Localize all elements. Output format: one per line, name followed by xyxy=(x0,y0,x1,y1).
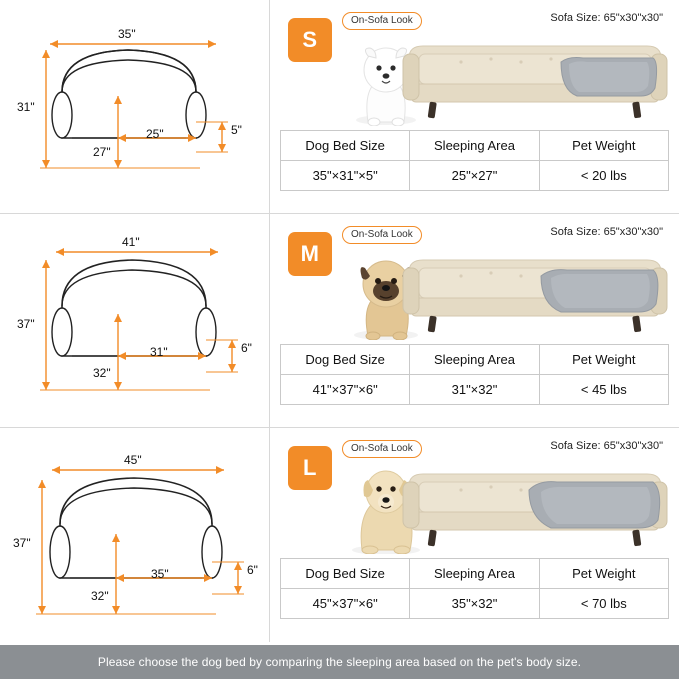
table-row xyxy=(281,161,669,191)
spec-table-small xyxy=(280,130,669,191)
table-header-row xyxy=(281,345,669,375)
preview-area-large xyxy=(280,436,669,554)
label-bed-width-small: 35" xyxy=(118,27,136,41)
size-row-small xyxy=(0,0,679,214)
header-dog-bed-size: Dog Bed Size xyxy=(281,345,410,375)
cell-sleeping-area: 25"×27" xyxy=(410,161,539,191)
label-bed-width-medium: 41" xyxy=(122,235,140,249)
spec-table-large xyxy=(280,558,669,619)
on-sofa-tag-small: On-Sofa Look xyxy=(342,12,422,30)
label-sleep-depth-large: 32" xyxy=(91,589,109,603)
label-bed-height-large: 6" xyxy=(247,563,258,577)
size-badge-large: L xyxy=(288,446,332,490)
cell-pet-weight: < 45 lbs xyxy=(539,375,668,405)
on-sofa-tag-medium: On-Sofa Look xyxy=(342,226,422,244)
sofa-size-label-medium: Sofa Size: 65"x30"x30" xyxy=(550,226,663,238)
table-row xyxy=(281,589,669,619)
sofa-preview-small xyxy=(401,28,669,124)
label-bed-width-large: 45" xyxy=(124,453,142,467)
cell-dog-bed-size: 35"×31"×5" xyxy=(281,161,410,191)
cell-dog-bed-size: 45"×37"×6" xyxy=(281,589,410,619)
size-row-large xyxy=(0,428,679,642)
cell-sleeping-area: 35"×32" xyxy=(410,589,539,619)
size-info-medium xyxy=(270,214,679,427)
sofa-size-label-large: Sofa Size: 65"x30"x30" xyxy=(550,440,663,452)
header-sleeping-area: Sleeping Area xyxy=(410,559,539,589)
size-badge-small: S xyxy=(288,18,332,62)
preview-area-small xyxy=(280,8,669,126)
label-sleep-width-small: 25" xyxy=(146,127,164,141)
cell-sleeping-area: 31"×32" xyxy=(410,375,539,405)
sofa-preview-large xyxy=(401,456,669,552)
header-sleeping-area: Sleeping Area xyxy=(410,345,539,375)
label-bed-depth-medium: 37" xyxy=(17,317,35,331)
label-bed-height-medium: 6" xyxy=(241,341,252,355)
size-info-large xyxy=(270,428,679,642)
size-info-small xyxy=(270,0,679,213)
preview-area-medium xyxy=(280,222,669,340)
on-sofa-tag-large: On-Sofa Look xyxy=(342,440,422,458)
header-dog-bed-size: Dog Bed Size xyxy=(281,559,410,589)
header-dog-bed-size: Dog Bed Size xyxy=(281,131,410,161)
cell-pet-weight: < 70 lbs xyxy=(539,589,668,619)
table-header-row xyxy=(281,131,669,161)
header-pet-weight: Pet Weight xyxy=(539,559,668,589)
header-pet-weight: Pet Weight xyxy=(539,345,668,375)
table-header-row xyxy=(281,559,669,589)
footer-note: Please choose the dog bed by comparing the sleeping area based on the pet's body size. xyxy=(0,645,679,679)
sofa-preview-medium xyxy=(401,242,669,338)
label-sleep-depth-small: 27" xyxy=(93,145,111,159)
label-bed-depth-large: 37" xyxy=(13,536,31,550)
cell-pet-weight: < 20 lbs xyxy=(539,161,668,191)
size-row-medium xyxy=(0,214,679,428)
bed-dimension-diagram-small xyxy=(0,0,270,213)
label-sleep-width-large: 35" xyxy=(151,567,169,581)
cell-dog-bed-size: 41"×37"×6" xyxy=(281,375,410,405)
bed-dimension-diagram-medium xyxy=(0,214,270,427)
bed-dimension-diagram-large xyxy=(0,428,270,642)
label-bed-height-small: 5" xyxy=(231,123,242,137)
size-badge-medium: M xyxy=(288,232,332,276)
table-row xyxy=(281,375,669,405)
header-sleeping-area: Sleeping Area xyxy=(410,131,539,161)
sofa-size-label-small: Sofa Size: 65"x30"x30" xyxy=(550,12,663,24)
label-sleep-width-medium: 31" xyxy=(150,345,168,359)
label-sleep-depth-medium: 32" xyxy=(93,366,111,380)
spec-table-medium xyxy=(280,344,669,405)
label-bed-depth-small: 31" xyxy=(17,100,35,114)
header-pet-weight: Pet Weight xyxy=(539,131,668,161)
